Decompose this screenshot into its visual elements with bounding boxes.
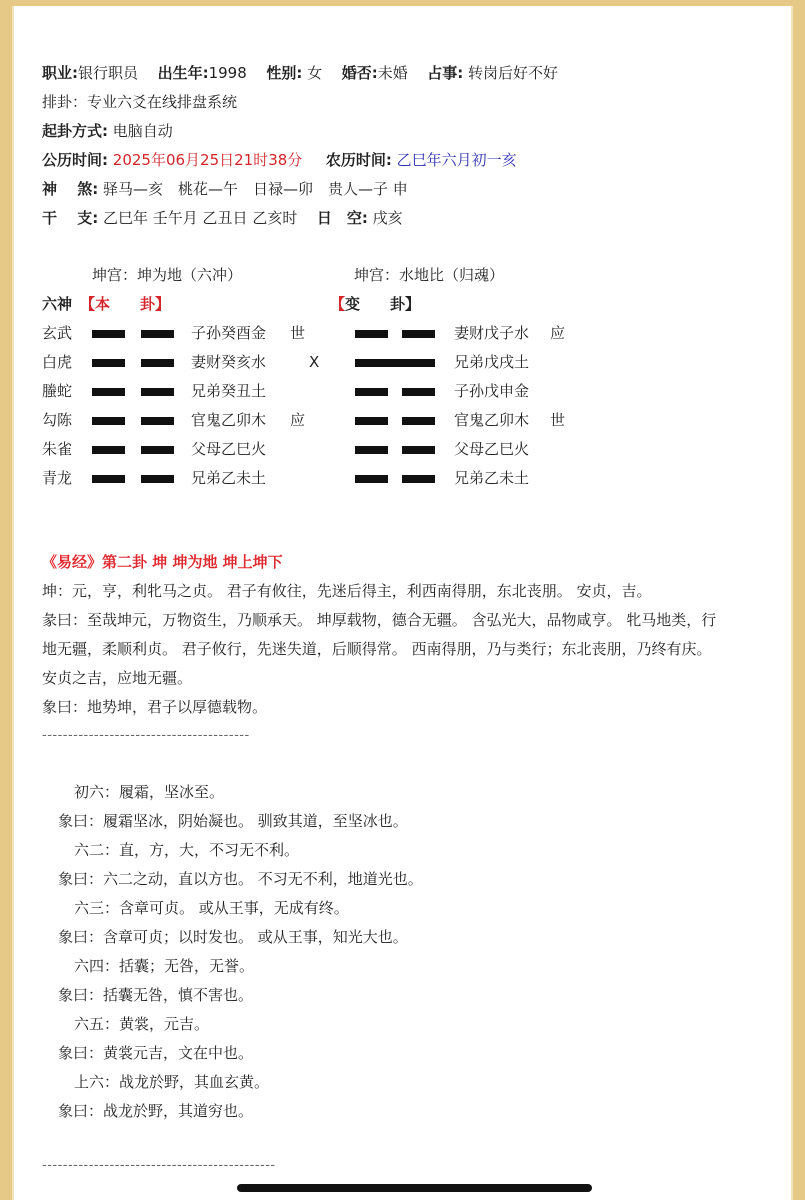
ganzhi-line	[42, 209, 403, 227]
changed-yang-bar	[355, 359, 435, 367]
divider-1: ----------------------------------------	[42, 728, 250, 743]
changed-yao-text: 父母乙巳火	[454, 440, 530, 458]
main-yin-bar-right	[141, 330, 174, 338]
changed-yin-bar-right	[402, 446, 435, 454]
gender-label: 性别:	[266, 64, 303, 82]
liushen-god: 玄武	[42, 324, 73, 342]
shensha-value: 驿马—亥 桃花—午 日禄—卯 贵人—子 申	[103, 180, 408, 198]
main-yao-text: 父母乙巳火	[191, 440, 267, 458]
main-yin-bar-left	[92, 417, 125, 425]
method-line	[42, 122, 173, 140]
question-label: 占事:	[427, 64, 464, 82]
changed-yao-text: 兄弟戊戌土	[454, 353, 530, 371]
birth-year-label: 出生年:	[157, 64, 209, 82]
changed-yin-bar-right	[402, 388, 435, 396]
main-yin-bar-right	[141, 359, 174, 367]
liushen-god: 青龙	[42, 469, 73, 487]
occupation-label: 职业:	[42, 64, 78, 82]
solar-time-label: 公历时间:	[42, 151, 108, 169]
question-value: 转岗后好不好	[468, 64, 559, 82]
main-yin-bar-left	[92, 359, 125, 367]
kong-label: 日 空:	[316, 209, 368, 227]
col-liushen: 六神	[42, 295, 73, 313]
marital-value: 未婚	[377, 64, 408, 82]
lunar-time-value: 乙巳年六月初一亥	[396, 151, 517, 169]
marital-label: 婚否:	[341, 64, 378, 82]
changed-yao-text: 妻财戊子水	[454, 324, 530, 342]
liushen-god: 朱雀	[42, 440, 73, 458]
changed-yao-text: 兄弟乙未土	[454, 469, 530, 487]
main-yin-bar-left	[92, 475, 125, 483]
home-indicator[interactable]	[237, 1184, 592, 1192]
shensha-line	[42, 180, 408, 198]
changed-shi-ying-mark: 应	[550, 324, 566, 342]
changed-yin-bar-left	[355, 330, 388, 338]
main-yin-bar-left	[92, 330, 125, 338]
solar-time-value: 2025年06月25日21时38分	[112, 151, 303, 169]
changed-yin-bar-right	[402, 417, 435, 425]
liushen-god: 螣蛇	[42, 382, 73, 400]
yao-ci: 上六：战龙於野，其血玄黄。	[74, 1073, 270, 1091]
info-line-1	[42, 64, 558, 82]
gua-ci: 坤：元，亨，利牝马之贞。 君子有攸往，先迷后得主，利西南得朋，东北丧朋。 安贞，吉。	[42, 582, 652, 600]
col-changed-hexagram: 【变 卦】	[330, 295, 421, 313]
tuan-line-2: 地无疆，柔顺利贞。 君子攸行，先迷失道，后顺得常。 西南得朋，乃与类行；东北丧朋，乃终有庆。	[42, 640, 712, 658]
changed-yin-bar-right	[402, 330, 435, 338]
main-shi-ying-mark: 应	[290, 411, 306, 429]
main-yin-bar-right	[141, 388, 174, 396]
main-yao-text: 官鬼乙卯木	[191, 411, 267, 429]
main-yin-bar-right	[141, 417, 174, 425]
changed-yin-bar-left	[355, 417, 388, 425]
yao-xiang: 象曰：黄裳元吉，文在中也。	[58, 1044, 254, 1062]
liushen-god: 勾陈	[42, 411, 73, 429]
main-shi-ying-mark: 世	[290, 324, 306, 342]
time-line	[42, 151, 517, 169]
classic-title: 《易经》第二卦 坤 坤为地 坤上坤下	[42, 553, 283, 571]
changed-shi-ying-mark: 世	[550, 411, 566, 429]
yao-ci: 六五：黄裳，元吉。	[74, 1015, 210, 1033]
ganzhi-label: 干 支:	[42, 209, 99, 227]
yao-ci: 初六：履霜，坚冰至。	[74, 783, 225, 801]
changed-yao-text: 官鬼乙卯木	[454, 411, 530, 429]
liushen-god: 白虎	[42, 353, 73, 371]
yao-ci: 六二：直，方，大，不习无不利。	[74, 841, 300, 859]
ganzhi-value: 乙巳年 壬午月 乙丑日 乙亥时	[103, 209, 298, 227]
lunar-time-label: 农历时间:	[325, 151, 392, 169]
main-yin-bar-left	[92, 446, 125, 454]
changed-yin-bar-right	[402, 475, 435, 483]
main-yao-text: 妻财癸亥水	[191, 353, 267, 371]
main-yin-bar-left	[92, 388, 125, 396]
main-yin-bar-right	[141, 446, 174, 454]
main-yao-text: 子孙癸酉金	[191, 324, 267, 342]
changed-yin-bar-left	[355, 446, 388, 454]
birth-year-value: 1998	[208, 64, 247, 82]
yao-ci: 六三：含章可贞。 或从王事，无成有终。	[74, 899, 349, 917]
yao-xiang: 象曰：战龙於野，其道穷也。	[58, 1102, 254, 1120]
yao-xiang: 象曰：履霜坚冰，阴始凝也。 驯致其道，至坚冰也。	[58, 812, 408, 830]
main-hexagram-title: 坤宫：坤为地（六冲）	[92, 266, 243, 284]
changed-yin-bar-left	[355, 388, 388, 396]
gender-value: 女	[307, 64, 323, 82]
tuan-line-1: 彖曰：至哉坤元，万物资生，乃顺承天。 坤厚载物，德合无疆。 含弘光大，品物咸亨。 牝马地类，行	[42, 611, 717, 629]
moving-yao-mark: X	[309, 353, 320, 371]
col-main-hexagram: 【本 卦】	[80, 295, 171, 313]
method-label: 起卦方式:	[42, 122, 108, 140]
yao-xiang: 象曰：含章可贞；以时发也。 或从王事，知光大也。	[58, 928, 408, 946]
tuan-line-3: 安贞之吉，应地无疆。	[42, 669, 193, 687]
kong-value: 戌亥	[372, 209, 403, 227]
yao-ci: 六四：括囊；无咎，无誉。	[74, 957, 255, 975]
yao-xiang: 象曰：六二之动，直以方也。 不习无不利，地道光也。	[58, 870, 423, 888]
method-value: 电脑自动	[112, 122, 173, 140]
changed-yin-bar-left	[355, 475, 388, 483]
changed-yao-text: 子孙戊申金	[454, 382, 530, 400]
main-yin-bar-right	[141, 475, 174, 483]
occupation-value: 银行职员	[78, 64, 139, 82]
yao-xiang: 象曰：括囊无咎，慎不害也。	[58, 986, 254, 1004]
divider-2: ---------------------------------------------	[42, 1158, 276, 1173]
main-yao-text: 兄弟癸丑土	[191, 382, 267, 400]
main-yao-text: 兄弟乙未土	[191, 469, 267, 487]
paigua-line: 排卦：专业六爻在线排盘系统	[42, 93, 238, 111]
xiang-line: 象曰：地势坤，君子以厚德载物。	[42, 698, 268, 716]
shensha-label: 神 煞:	[42, 180, 99, 198]
changed-hexagram-title: 坤宫：水地比（归魂）	[354, 266, 505, 284]
